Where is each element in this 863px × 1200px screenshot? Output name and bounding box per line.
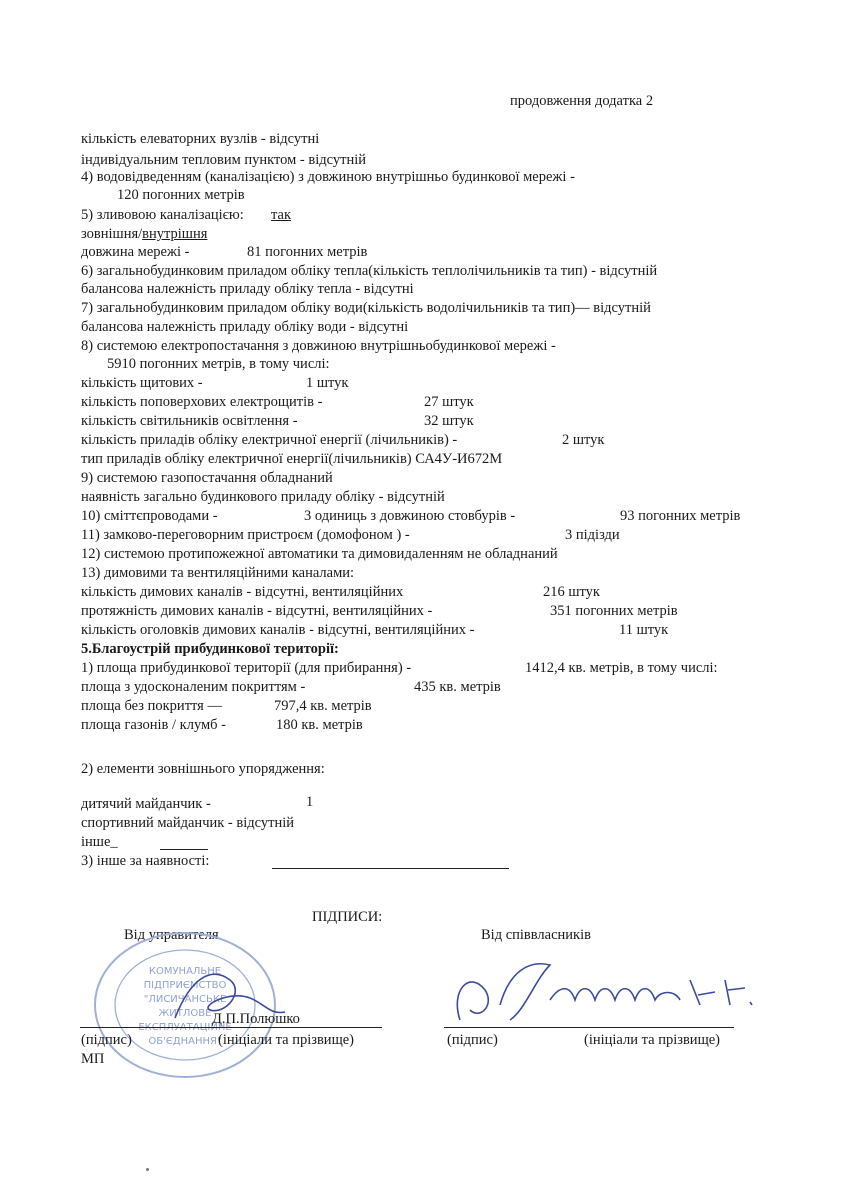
storm-external: зовнішня/ [81,226,143,242]
water-meter-balance: балансова належність приладу обліку води - відсутні [81,319,409,335]
storm-internal: внутрішня [142,226,208,242]
power-line: 8) системою електропостачання з довжиною внутрішньобудинкової мережі - [81,338,556,354]
channels-length-value: 351 погонних метрів [550,603,678,619]
playground-value: 1 [306,794,314,810]
channels-count-value: 216 штук [543,584,600,600]
owner-signature [440,950,770,1030]
right-sign-caption: (підпис) [447,1032,498,1048]
seal-placeholder-mp: МП [81,1051,105,1067]
storm-value: так [271,207,291,223]
manager-signature-line [80,1027,382,1028]
panels-value: 1 штук [306,375,349,391]
stamp-text-2: ПІДПРИЄМСТВО [143,980,227,991]
paved-label: площа з удосконаленим покриттям - [81,679,306,695]
area-label: 1) площа прибудинкової території (для прибирання) - [81,660,412,676]
other-extra-label: 3) інше за наявності: [81,853,210,869]
other-label: інше_ [81,834,118,850]
panels-label: кількість щитових - [81,375,203,391]
storm-length-value: 81 погонних метрів [247,244,368,260]
elevator-nodes-line: кількість елеваторних вузлів - відсутні [81,131,320,147]
channels-count-label: кількість димових каналів - відсутні, вентиляційних [81,584,404,600]
stamp-text-1: КОМУНАЛЬНЕ [148,966,222,977]
meter-type-line: тип приладів обліку електричної енергії(лічильників) СА4У-И672М [81,451,503,467]
from-manager-label: Від управителя [124,927,219,943]
owner-signature-line [444,1027,734,1028]
lamps-label: кількість світильників освітлення - [81,413,298,429]
sewage-length: 120 погонних метрів [117,187,245,203]
sewage-line: 4) водовідведенням (каналізацією) з довжиною внутрішньо будинкової мережі - [81,169,575,185]
other-underline [160,849,208,850]
signatures-title: ПІДПИСИ: [312,909,383,925]
chutes-count: 3 одиниць з довжиною стовбурів - [304,508,516,524]
stamp-text-4: ЖИТЛОВЕ [158,1008,212,1019]
lamps-value: 32 штук [424,413,474,429]
manager-name: Д.П.Полюшко [212,1011,300,1027]
stamp-text-5: ЕКСПЛУАТАЦІЙНЕ [138,1022,232,1033]
floor-panels-value: 27 штук [424,394,474,410]
continuation-note: продовження додатка 2 [510,93,654,109]
sports-line: спортивний майданчик - відсутній [81,815,295,831]
floor-panels-label: кількість поповерхових електрощитів - [81,394,323,410]
chutes-label: 10) сміттєпроводами - [81,508,218,524]
unpaved-value: 797,4 кв. метрів [274,698,372,714]
right-name-caption: (ініціали та прізвище) [584,1032,720,1048]
left-sign-caption: (підпис) [81,1032,132,1048]
meters-value: 2 штук [562,432,605,448]
intercom-value: 3 підізди [565,527,620,543]
power-length: 5910 погонних метрів, в тому числі: [107,356,330,372]
channels-heads-label: кількість оголовків димових каналів - відсутні, вентиляційних - [81,622,475,638]
other-extra-underline [272,868,509,869]
lawns-value: 180 кв. метрів [276,717,363,733]
channels-length-label: протяжність димових каналів - відсутні, вентиляційних - [81,603,433,619]
channels-heads-value: 11 штук [619,622,669,638]
stamp-text-6: ОБ'ЄДНАННЯ" [148,1036,222,1047]
intercom-label: 11) замково-переговорним пристроєм (домофоном ) - [81,527,410,543]
scan-speck [146,1168,149,1171]
storm-label: 5) зливовою каналізацією: [81,207,244,223]
stamp-text-3: "ЛИСИЧАНСЬКЕ [143,994,227,1005]
lawns-label: площа газонів / клумб - [81,717,227,733]
chutes-length: 93 погонних метрів [620,508,741,524]
elements-line: 2) елементи зовнішнього упорядження: [81,761,325,777]
storm-length-label: довжина мережі - [81,244,190,260]
section-5-heading: 5.Благоустрій прибудинкової території: [81,641,339,657]
left-name-caption: (ініціали та прізвище) [218,1032,354,1048]
unpaved-label: площа без покриття — [81,698,222,714]
heat-meter-balance: балансова належність приладу обліку тепла - відсутні [81,281,414,297]
playground-label: дитячий майданчик - [81,796,211,812]
gas-meter-line: наявність загально будинкового приладу обліку - відсутній [81,489,445,505]
area-value: 1412,4 кв. метрів, в тому числі: [525,660,718,676]
paved-value: 435 кв. метрів [414,679,501,695]
channels-line: 13) димовими та вентиляційними каналами: [81,565,355,581]
fire-line: 12) системою протипожежної автоматики та димовидаленням не обладнаний [81,546,558,562]
heat-meter-line: 6) загальнобудинковим приладом обліку тепла(кількість теплолічильників та тип) - відсутній [81,263,658,279]
meters-label: кількість приладів обліку електричної енергії (лічильників) - [81,432,458,448]
gas-line: 9) системою газопостачання обладнаний [81,470,333,486]
water-meter-line: 7) загальнобудинковим приладом обліку води(кількість водолічильників та тип)— відсутній [81,300,651,316]
storm-type [81,227,207,242]
from-owners-label: Від співвласників [481,927,591,943]
heat-point-line: індивідуальним тепловим пунктом - відсутній [81,152,367,168]
